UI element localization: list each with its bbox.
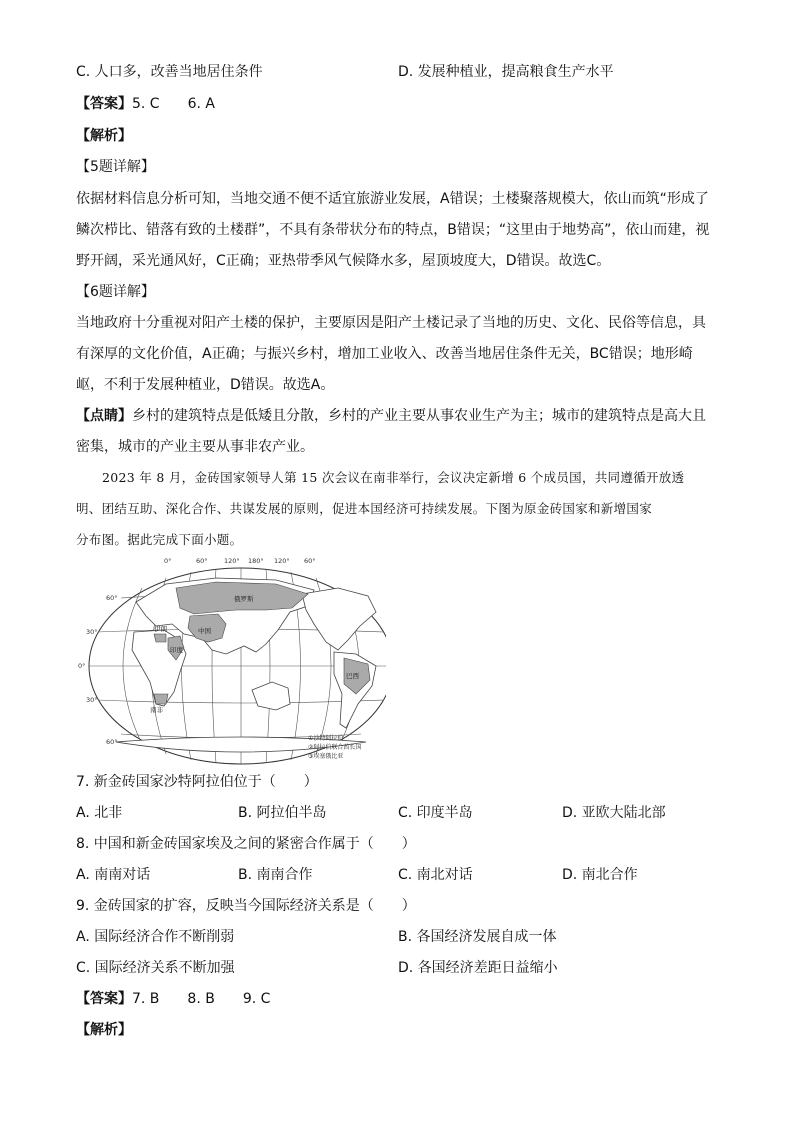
lon-label-4: 120° [274, 557, 290, 565]
q6-line-2: 有深厚的文化价值，A正确；与振兴乡村，增加工业收入、改善当地居住条件无关，BC错误；地形崎 [76, 346, 693, 362]
q5-line-1: 依据材料信息分析可知，当地交通不便不适宜旅游业发展，A错误；土楼聚落规模大，依山而筑“形成了 [76, 191, 709, 207]
legend-1: ①沙特阿拉伯 [308, 735, 344, 742]
q6-header: 【6题详解】 [76, 284, 155, 300]
tip-line-1 [76, 406, 706, 426]
q7-option-b: B. 阿拉伯半岛 [238, 805, 327, 821]
lat-label-0: 60° [106, 594, 118, 602]
q9-option-b: B. 各国经济发展自成一体 [398, 929, 557, 945]
analysis-label: 【解析】 [76, 128, 132, 144]
q8-option-b: B. 南南合作 [238, 867, 313, 883]
q7-option-c: C. 印度半岛 [398, 805, 473, 821]
option-d: D. 发展种植业，提高粮食生产水平 [398, 64, 614, 80]
label-south-africa: 南非 [150, 706, 163, 714]
q5-line-2: 鳞次栉比、错落有致的土楼群”，不具有条带状分布的特点，B错误；“这里由于地势高”，依山而建，视 [76, 222, 710, 238]
lat-label-4: 60° [106, 738, 118, 746]
lon-label-1: 60° [196, 557, 208, 565]
lat-label-3: 30° [86, 696, 98, 704]
lon-label-5: 60° [304, 557, 316, 565]
q9-option-c: C. 国际经济关系不断加强 [76, 960, 235, 976]
passage-line-3: 分布图。据此完成下面小题。 [76, 532, 243, 547]
q5-line-3: 野开阔，采光通风好，C正确；亚热带季风气候降水多，屋顶坡度大，D错误。故选C。 [76, 253, 611, 269]
option-c: C. 人口多，改善当地居住条件 [76, 64, 263, 80]
legend-3: ③埃塞俄比亚 [308, 753, 344, 760]
answer-line-2 [76, 989, 270, 1009]
answer-line [76, 94, 215, 114]
lon-label-0: 0° [164, 557, 172, 565]
lat-label-2: 0° [78, 662, 86, 670]
tip-line-2: 密集，城市的产业主要从事非农产业。 [76, 439, 314, 455]
q7-option-d: D. 亚欧大陆北部 [562, 805, 666, 821]
q7-stem: 7. 新金砖国家沙特阿拉伯位于（ ） [76, 774, 318, 790]
answer-values: 5. C 6. A [132, 96, 215, 112]
q8-option-d: D. 南北合作 [562, 867, 638, 883]
q8-option-a: A. 南南对话 [76, 867, 151, 883]
tip-text-1: 乡村的建筑特点是低矮且分散，乡村的产业主要从事农业生产为主；城市的建筑特点是高大且 [132, 408, 706, 424]
legend-2: ②阿拉伯联合酋长国 [308, 744, 362, 751]
answer-label-2: 【答案】 [76, 991, 132, 1007]
q9-option-a: A. 国际经济合作不断削弱 [76, 929, 235, 945]
world-map [76, 554, 386, 770]
q9-stem: 9. 金砖国家的扩容，反映当今国际经济关系是（ ） [76, 898, 416, 914]
label-india: 印度 [170, 646, 183, 654]
analysis-label-2: 【解析】 [76, 1022, 132, 1038]
q6-line-1: 当地政府十分重视对阳产土楼的保护，主要原因是阳产土楼记录了当地的历史、文化、民俗等信息，具 [76, 315, 706, 331]
q8-stem: 8. 中国和新金砖国家埃及之间的紧密合作属于（ ） [76, 836, 416, 852]
label-brazil: 巴西 [346, 672, 359, 680]
label-iran: 伊朗 [154, 625, 167, 633]
q9-option-d: D. 各国经济差距日益缩小 [398, 960, 558, 976]
world-map-figure [76, 554, 386, 770]
lon-label-3: 180° [248, 557, 264, 565]
passage-line-1: 2023 年 8 月，金砖国家领导人第 15 次会议在南非举行，会议决定新增 6 个成员国，共同遵循开放透 [102, 470, 685, 485]
answer-values-2: 7. B 8. B 9. C [132, 991, 271, 1007]
label-russia: 俄罗斯 [234, 595, 254, 603]
tip-label: 【点睛】 [76, 408, 132, 424]
lon-label-2: 120° [224, 557, 240, 565]
south-africa-shape [154, 694, 168, 704]
answer-label: 【答案】 [76, 96, 132, 112]
lat-label-1: 30° [86, 628, 98, 636]
q8-option-c: C. 南北对话 [398, 867, 473, 883]
label-china: 中国 [198, 627, 211, 635]
q7-option-a: A. 北非 [76, 805, 123, 821]
q5-header: 【5题详解】 [76, 159, 155, 175]
passage-line-2: 明、团结互助、深化合作、共谋发展的原则，促进本国经济可持续发展。下图为原金砖国家和新增国家 [76, 501, 653, 516]
iran-shape [154, 634, 166, 642]
q6-line-3: 岖，不利于发展种植业，D错误。故选A。 [76, 377, 335, 393]
